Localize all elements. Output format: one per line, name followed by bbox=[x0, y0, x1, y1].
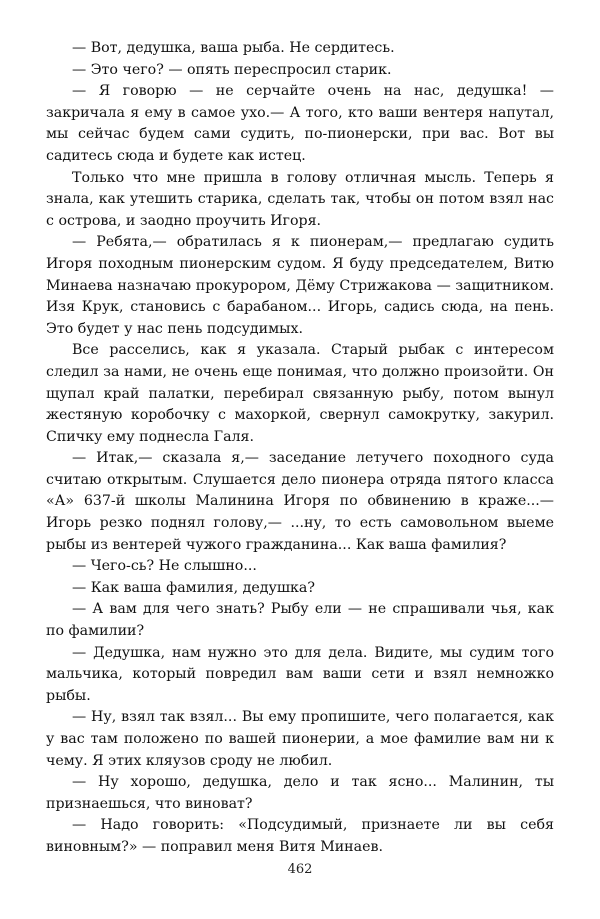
paragraph-8: — Чего-сь? Не слышно... bbox=[72, 558, 257, 575]
paragraph-13: — Ну хорошо, дедушка, дело и так ясно... Малинин, ты признаешься, что виноват? bbox=[46, 774, 554, 812]
paragraph-4: Только что мне пришла в голову отличная мысль. Теперь я знала, как утешить старика, сделать так, чтобы он потом взял нас с острова, и заодно проучить Игоря. bbox=[46, 169, 554, 229]
paragraph-9: — Как ваша фамилия, дедушка? bbox=[72, 579, 315, 596]
paragraph-3: — Я говорю — не серчайте очень на нас, дедушка! — закричала я ему в самое ухо.— А того, кто ваши вентеря напутал, мы сейчас будем сами судить, по-пионерски, при вас. Вот вы садитесь сюда и будете как истец. bbox=[46, 83, 554, 164]
paragraph-11: — Дедушка, нам нужно это для дела. Видите, мы судим того мальчика, который повредил вам ваши сети и взял немножко рыбы. bbox=[46, 644, 554, 704]
page-text bbox=[46, 38, 554, 859]
paragraph-2: — Это чего? — опять переспросил старик. bbox=[72, 61, 392, 78]
paragraph-1: — Вот, дедушка, ваша рыба. Не сердитесь. bbox=[72, 40, 395, 56]
paragraph-6: Все расселись, как я указала. Старый рыбак с интересом следил за нами, не очень еще понимая, что должно произойти. Он щупал край палатки, перебирал связанную рыбу, потом вынул жестяную коробочку с махоркой, свернул самокрутку, закурил. Спичку ему поднесла Галя. bbox=[46, 342, 554, 445]
paragraph-10: — А вам для чего знать? Рыбу ели — не спрашивали чья, как по фамилии? bbox=[46, 601, 554, 640]
page-number: 462 bbox=[287, 862, 313, 877]
paragraph-7: — Итак,— сказала я,— заседание летучего походного суда считаю открытым. Слушается дело пионера отряда пятого класса «А» 637-й школы Малинина Игоря по обвинению в краже...— Игорь резко поднял голову,— ...ну, то есть самовольном выеме рыбы из вентерей чужого гражданина... Как ваша фамилия? bbox=[46, 450, 554, 553]
paragraph-14: — Надо говорить: «Подсудимый, признаете ли вы себя виновным?» — поправил меня Витя Минаев. bbox=[46, 817, 554, 855]
paragraph-5: — Ребята,— обратилась я к пионерам,— предлагаю судить Игоря походным пионерским судом. Я буду председателем, Витю Минаева назначаю прокурором, Дёму Стрижакова — защитником. Изя Крук, становись с барабаном... Игорь, садись сюда, на пень. Это будет у нас пень подсудимых. bbox=[46, 234, 554, 337]
paragraph-12: — Ну, взял так взял... Вы ему пропишите, чего полагается, как у вас там положено по вашей пионерии, а мое фамилие вам ни к чему. Я этих кляузов сроду не любил. bbox=[46, 709, 554, 769]
